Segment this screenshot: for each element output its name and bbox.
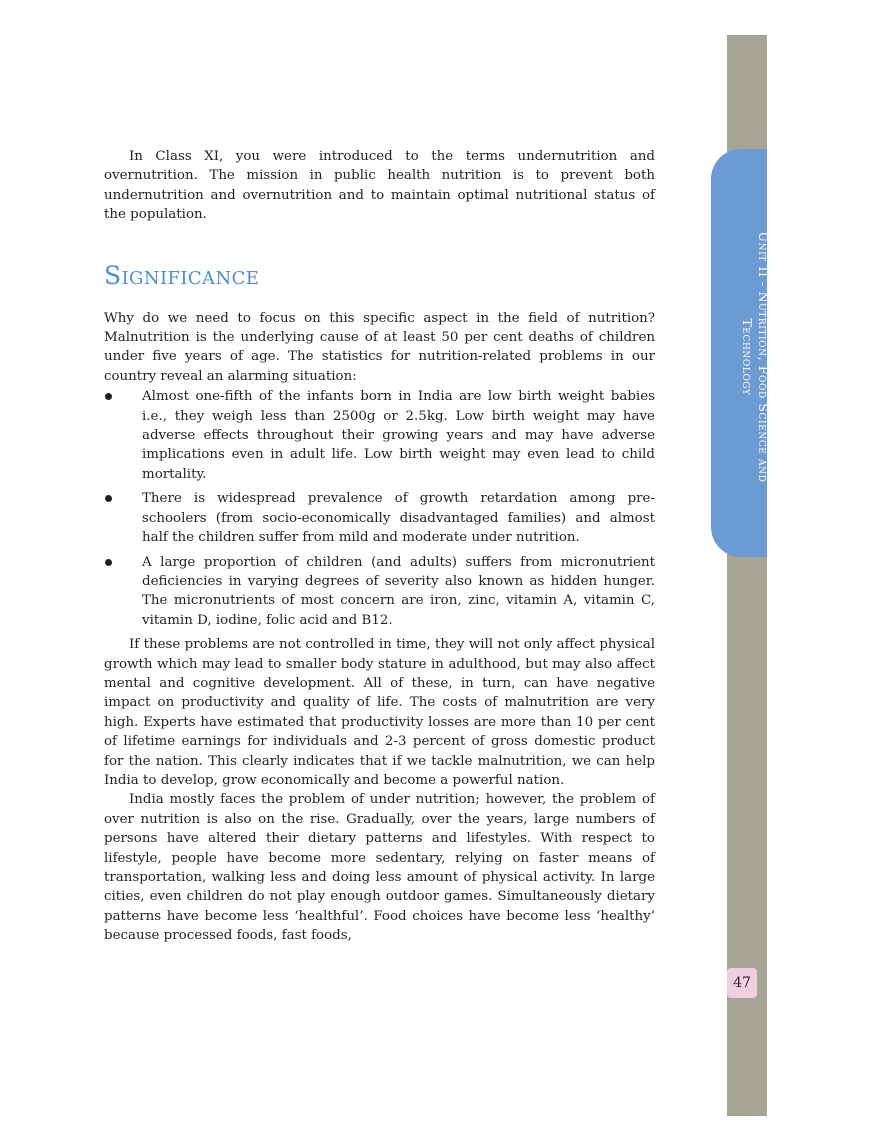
list-item [104,387,655,484]
bullet-list [104,387,655,630]
page-content [104,147,655,946]
bullet-icon [105,393,112,400]
bullet-text: Almost one-fifth of the infants born in India are low birth weight babies i.e., they weigh less than 2500g or 2.5kg. Low birth weight may have adverse effects throughout their growing years and may have adverse implications even in adult life. Low birth weight may even lead to child mortality. [142,389,655,482]
page-number: 47 [727,968,757,998]
bullet-icon [105,495,112,502]
bullet-icon [105,559,112,566]
body-paragraph: If these problems are not controlled in time, they will not only affect physical growth which may lead to smaller body stature in adulthood, but may also affect mental and cognitive development. All of these, in turn, can have negative impact on productivity and quality of life. The costs of malnutrition are very high. Experts have estimated that productivity losses are more than 10 per cent of lifetime earnings for individuals and 2-3 percent of gross domestic product for the nation. This clearly indicates that if we tackle malnutrition, we can help India to develop, grow economically and become a powerful nation. [104,637,655,788]
bullet-text: There is widespread prevalence of growth retardation among pre-schoolers (from socio-economically disadvantaged families) and almost half the children suffer from mild and moderate under nutrition. [142,491,655,546]
unit-title: Unit II - Nutrition, Food Science and Technology [740,231,771,483]
list-item [104,553,655,631]
lead-paragraph: Why do we need to focus on this specific aspect in the field of nutrition? Malnutrition is the underlying cause of at least 50 per cent deaths of children under five years of age. The statistics for nutrition-related problems in our country reveal an alarming situation: [104,310,655,384]
list-item [104,489,655,547]
intro-paragraph: In Class XI, you were introduced to the terms undernutrition and overnutrition. The mission in public health nutrition is to prevent both undernutrition and overnutrition and to maintain optimal nutritional status of the population. [104,149,655,223]
body-paragraph: India mostly faces the problem of under nutrition; however, the problem of over nutrition is also on the rise. Gradually, over the years, large numbers of persons have altered their dietary patterns and lifestyles. With respect to lifestyle, people have become more sedentary, relying on faster means of transportation, walking less and doing less amount of physical activity. In large cities, even children do not play enough outdoor games. Simultaneously dietary patterns have become less ‘healthful’. Food choices have become less ‘healthy’ because processed foods, fast foods, [104,792,655,944]
section-heading: Significance [104,260,260,290]
bullet-text: A large proportion of children (and adults) suffers from micronutrient deficiencies in varying degrees of severity also known as hidden hunger. The micronutrients of most concern are iron, zinc, vitamin A, vitamin C, vitamin D, iodine, folic acid and B12. [142,554,655,628]
